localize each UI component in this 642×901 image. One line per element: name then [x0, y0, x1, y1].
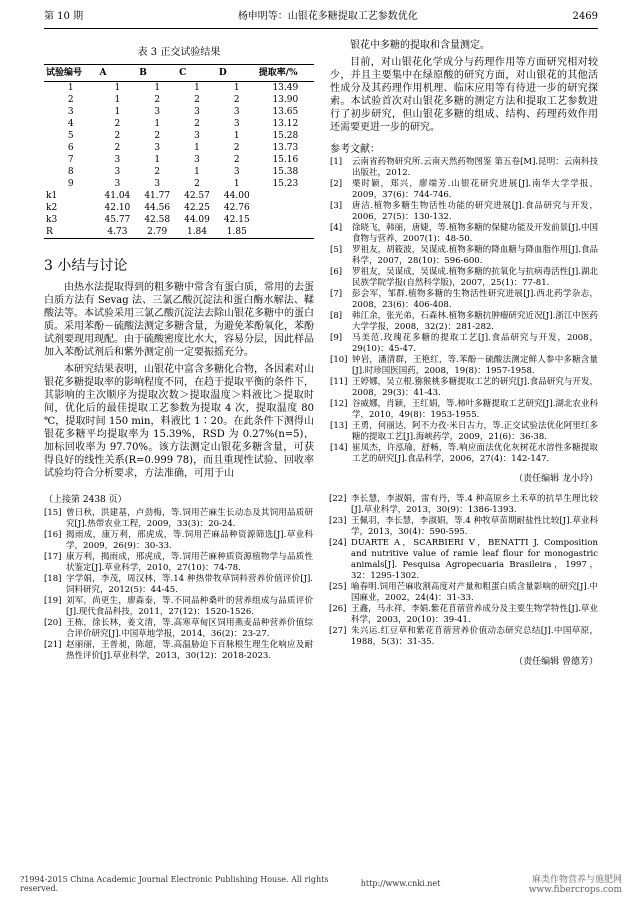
stats-row: k2 42.10 44.56 42.25 42.76: [46, 203, 250, 213]
orthogonal-results-table: [44, 64, 314, 239]
table-row: 3 1 3 3 3 13.65: [67, 107, 299, 117]
left-column: [44, 39, 314, 484]
paragraph: 银花中多糖的提取和含量测定。: [350, 40, 490, 51]
reference-item: [2] 栗时颖，郑兴，廖端芳.山银花研究进展[J].南华大学学报，2009，37(6)：744-746.: [330, 179, 598, 200]
reference-item: [3] 唐洁.植物多糖生物活性功能的研究进展[J].食品研究与开发，2006，27(5)：130-132.: [330, 201, 598, 222]
watermark-brand: 麻类作物营养与施肥网 www.fibercrops.com: [528, 875, 622, 895]
reference-item: [27] 朱兴运.红豆草和紫花苜蓿营养价值动态研究总结[J].中国草原，1988，5(3)：31-35.: [329, 626, 598, 647]
continued-caption: （上接第 2438 页）: [44, 495, 127, 505]
col-c: C: [177, 65, 217, 82]
two-column-body: [44, 39, 598, 484]
continued-references-left: [44, 508, 313, 662]
table-row: 8 3 2 1 3 15.38: [67, 167, 299, 177]
reference-item: [12] 谷威娜，肖颖，王红娟，等.柿叶多糖提取工艺研究[J].湖北农业科学，2010，49(8)：1953-1955.: [330, 399, 598, 420]
col-run: 试验编号: [44, 65, 98, 82]
reference-item: [14] 崔凤杰，许泓瑜，舒畅，等.响应面法优化灰树花水溶性多糖提取工艺的研究[J].食品科学，2006，27(4)：142-147.: [330, 443, 598, 464]
stats-row: k3 45.77 42.58 44.09 42.15: [46, 215, 250, 225]
references-title: 参考文献：: [330, 144, 380, 155]
page-number: 2469: [572, 11, 598, 22]
reference-item: [22] 李长慧，李淑娟，雷有丹，等.4 种高原乡土禾草的抗旱生理比较[J].草业科学，2013，30(9)：1386-1393.: [329, 494, 598, 515]
references-list: [330, 157, 598, 465]
reference-item: [1] 云南省药物研究所.云南天然药物图鉴 第五卷[M].昆明：云南科技出版社，2012.: [330, 157, 598, 178]
reference-item: [25] 喻春明.饲用芒麻收割高度对产量和粗蛋白质含量影响的研究[J].中国麻业，2002，24(4)：31-33.: [329, 582, 598, 603]
reference-item: [23] 王佩羽，李长慧，李淑娟，等.4 种牧草苗期耐盐性比较[J].草业科学，2013，30(4)：590-595.: [329, 516, 598, 537]
reference-item: [7] 彭会军，邹群.植物多糖的生物活性研究进展[J].西北药学杂志，2008，23(6)：406-408.: [330, 289, 598, 310]
section-3-title: 3 小结与讨论: [44, 258, 128, 274]
editor-signature: （责任编辑 曾德芳）: [514, 657, 598, 667]
continued-right-column: [329, 494, 598, 667]
running-title: 杨申明等：山银花多糖提取工艺参数优化: [237, 11, 418, 22]
footer: [0, 872, 642, 895]
running-header: [44, 10, 598, 24]
reference-item: [20] 王栋，徐长林，姜文清，等.高寒草甸区饲用燕麦品种营养价值综合评价研究[J].中国草地学报，2014，36(2)：23-27.: [44, 618, 313, 639]
issue-number: 第 10 期: [44, 11, 84, 22]
reference-item: [17] 康万利，揭雨成，邢虎成，等.饲用芒麻种质资源植物学与品质性状鉴定[J].草业科学，2010，27(10)：74-78.: [44, 552, 313, 573]
table-header-row: [44, 65, 314, 82]
copyright-text: ?1994-2015 China Academic Journal Electronic Publishing House. All rights reserved.: [20, 874, 329, 893]
continued-references: [44, 494, 598, 667]
table-row: 2 1 2 2 2 13.90: [67, 95, 299, 105]
reference-item: [21] 赵丽丽，王普昶，陈超，等.高温胁迫下百脉根生理生化响应及耐热性评价[J].草业科学，2013，30(12)：2018-2023.: [44, 640, 313, 661]
reference-item: [24] DUARTE A，SCARBIERI V，BENATTI J. Composition and nutritive value of ramie leaf flour for monogastric animals[J]. Pesquisa Agropecuaria Brasileira，1997，32：1295-1302.: [329, 538, 598, 581]
reference-item: [10] 钟岩，潘清群，王艳红，等.苯酚－硫酸法测定鲜人参中多糖含量[J].时珍国医国药，2008，19(8)：1957-1958.: [330, 355, 598, 376]
reference-item: [15] 曾日秋，洪建基，卢劲梅，等.饲用芒麻生长动态及其饲用品质研究[J].热带农业工程，2009，33(3)：20-24.: [44, 508, 313, 529]
paragraph: 本研究结果表明，山银花中富含多糖化合物，各因素对山银花多糖提取率的影响程度不同，在趋于提取平衡的条件下，其影响的主次顺序为提取次数＞提取温度＞料液比＞提取时间，优化后的最佳提取工艺参数为提取 4 次，提取温度 80 ℃，提取时间 150 min，料液比 1∶20。在此条件下测得山银花多糖平均提取率为 15.39%，RSD 为 0.27%(n=5)，加标回收率为 97.70%。该方法测定山银花多糖含量，可获得良好的线性关系(R=0.999 78)，而且重现性试验、回收率试验均符合分析要求，方法准确，可用于山: [44, 364, 314, 479]
col-yield: 提取率/%: [257, 65, 314, 82]
col-d: D: [217, 65, 257, 82]
reference-item: [6] 罗祖友，吴谋成，吴谋成.植物多糖的抗氧化与抗病毒活性[J].湖北民族学院学报(自然科学版)，2007，25(1)：77-81.: [330, 267, 598, 288]
continued-left-column: [44, 494, 313, 667]
reference-item: [9] 马美范.玫瑰花多糖的提取工艺[J].食品研究与开发，2008，29(10)：45-47.: [330, 333, 598, 354]
table-row: 4 2 1 2 3 13.12: [67, 119, 299, 129]
table-row: 9 3 3 2 1 15.23: [67, 179, 299, 189]
col-b: B: [137, 65, 177, 82]
table-3-caption: 表 3 正交试验结果: [137, 47, 221, 58]
reference-item: [26] 王鑫，马永祥，李娟.紫花苜蓿营养成分及主要生物学特性[J].草业科学，2003，20(10)：39-41.: [329, 604, 598, 625]
paragraph: 目前，对山银花化学成分与药理作用等方面研究相对较少，并且主要集中在绿原酸的研究方面，对山银花的其他活性成分及其药理作用机理、临床应用等有待进一步的研究探索。本试验首次对山银花多糖的测定方法和提取工艺参数进行了初步研究，但山银花多糖的组成、结构、药理药效作用还需要更进一步的研究。: [330, 57, 598, 133]
reference-item: [11] 王婷娜，吴立根.猕猴桃多糖提取工艺的研究[J].食品研究与开发，2008，29(3)：41-43.: [330, 377, 598, 398]
right-column: [330, 39, 598, 484]
editor-signature: （责任编辑 龙小玲）: [514, 474, 598, 484]
reference-item: [13] 王勇，何丽达，阿不力孜·米日古力，等.正交试验法优化阿里红多糖的提取工艺[J].海峡药学，2009，21(6)：36-38.: [330, 421, 598, 442]
reference-item: [4] 徐晓飞，韩丽，唐婕，等.植物多糖的保健功能及开发前景[J].中国食物与营养，2007(1)：48-50.: [330, 223, 598, 244]
stats-row: R 4.73 2.79 1.84 1.85: [44, 226, 314, 239]
col-a: A: [98, 65, 138, 82]
table-row: 5 2 2 3 1 15.28: [67, 131, 299, 141]
reference-item: [19] 刘军，尚更生，廖森泰，等.不同品种桑叶的营养组成与品质评价[J].现代食品科技，2011，27(12)：1520-1526.: [44, 596, 313, 617]
paragraph: 由热水法提取得到的粗多糖中常含有蛋白质，常用的去蛋白质方法有 Sevag 法、三氯乙酸沉淀法和蛋白酶水解法、鞣酸法等。本试验采用三氯乙酸沉淀法去除山银花多糖中的蛋白质。采用苯酚－硫酸法测定多糖含量，为避免苯酚氧化，苯酚试剂要现用现配。由于硫酸密度比水大，容易分层，因此样品加入苯酚试剂后和紫外测定前一定要振摇充分。: [44, 282, 314, 358]
reference-item: [16] 揭雨成，康万利，邢虎成，等.饲用芒麻品种资源筛选[J].草业科学，2009，26(9)：30-33.: [44, 530, 313, 551]
continued-references-right: [329, 494, 598, 648]
reference-item: [8] 韩江余，张光弟，石森林.植物多糖抗肿瘤研究近况[J].浙江中医药大学学报，2008，32(2)：281-282.: [330, 311, 598, 332]
table-row: 1 1 1 1 1 13.49: [67, 83, 299, 93]
reference-item: [18] 字学娟，李茂，周汉林，等.14 种热带牧草饲料营养价值评价[J].饲料研究，2012(5)：44-45.: [44, 574, 313, 595]
site-url: http://www.cnki.net: [360, 879, 441, 888]
reference-item: [5] 罗祖友，胡筱波，吴谋成.植物多糖的降血糖与降血脂作用[J].食品科学，2007，28(10)：596-600.: [330, 245, 598, 266]
table-row: 6 2 3 1 2 13.73: [67, 143, 299, 153]
stats-row: k1 41.04 41.77 42.57 44.00: [46, 191, 250, 201]
table-row: 7 3 1 3 2 15.16: [67, 155, 299, 165]
header-rule: [44, 28, 598, 29]
